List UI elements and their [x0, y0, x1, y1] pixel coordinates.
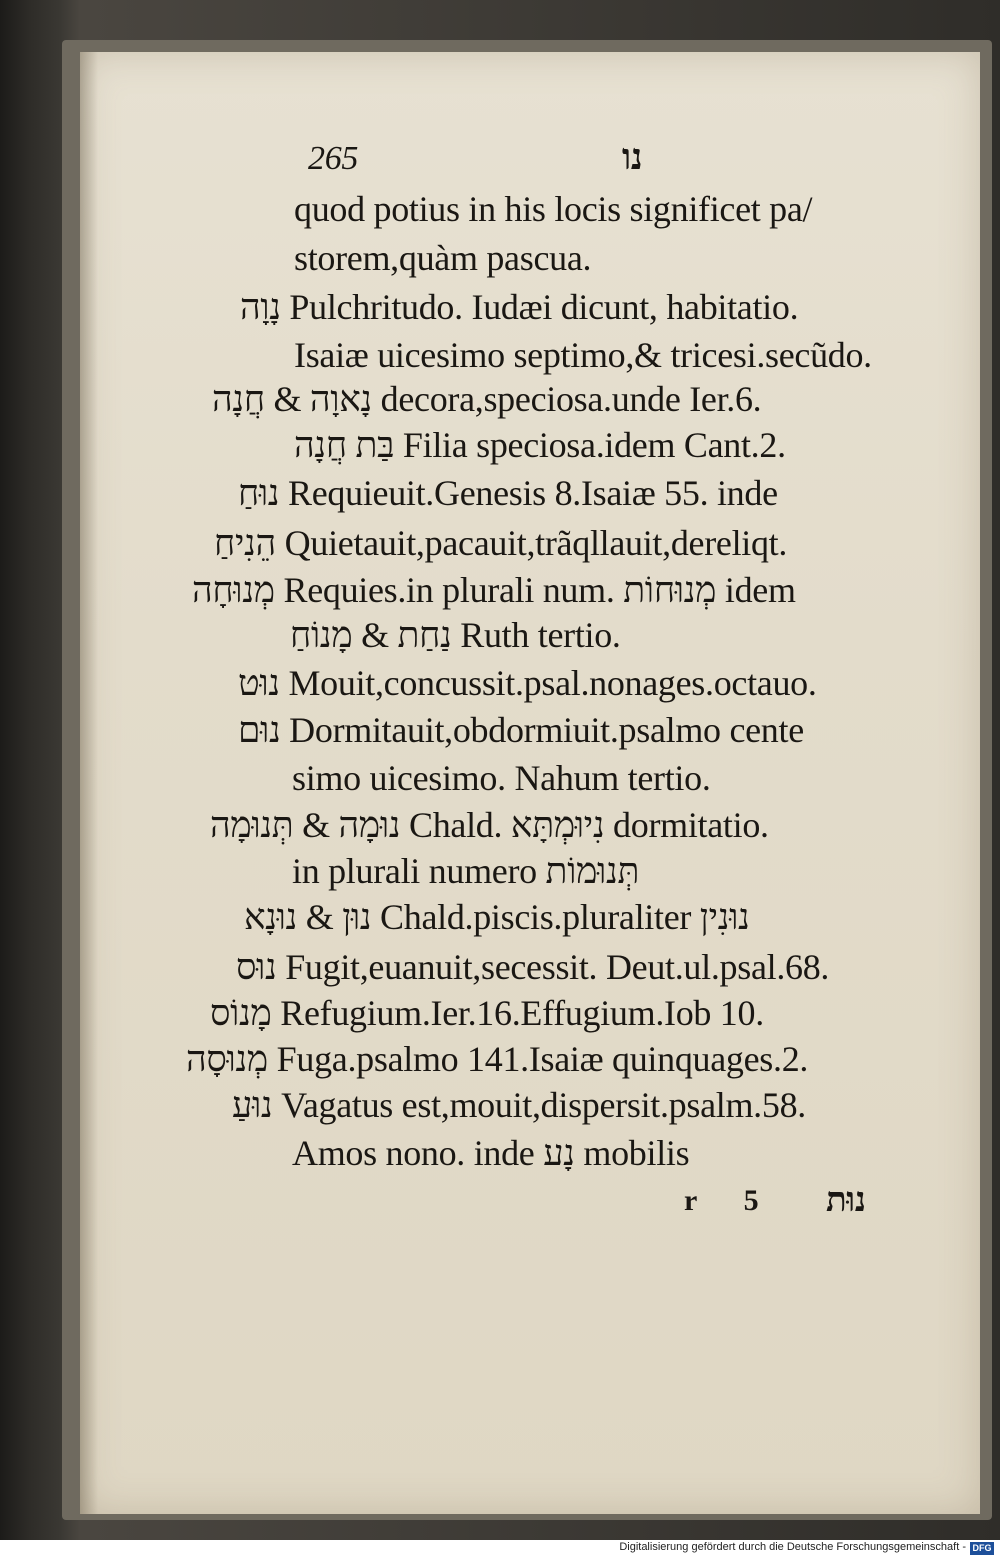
text-line: נָאוָה & חֲנָה decora,speciosa.unde Ier.6.	[212, 379, 762, 419]
text-line: הֵנִיחַ Quietauit,pacauit,trãqllauit,dereliqt.	[214, 523, 788, 563]
hebrew-folio: נו	[622, 136, 643, 178]
text-line: in plurali numero תְּנוּמוֹת	[292, 851, 640, 891]
catchword: נוּת	[826, 1180, 866, 1220]
text-line: נוּם Dormitauit,obdormiuit.psalmo cente	[238, 710, 804, 750]
text-line: נָוָה Pulchritudo. Iudæi dicunt, habitatio.	[240, 287, 799, 327]
page-number: 265	[308, 140, 359, 177]
text-line: quod potius in his locis significet pa/	[294, 189, 813, 229]
text-line: נַחַת & מָנוֹחַ Ruth tertio.	[290, 615, 621, 655]
text-line: Amos nono. inde נָע mobilis	[292, 1133, 690, 1173]
digitization-notice: Digitalisierung gefördert durch die Deutsche Forschungsgemeinschaft -	[619, 1541, 966, 1553]
text-line: נוּעַ Vagatus est,mouit,dispersit.psalm.58.	[232, 1085, 806, 1125]
text-line: נוּס Fugit,euanuit,secessit. Deut.ul.psal.68.	[236, 947, 830, 987]
text-line: נוּמָה & תְּנוּמָה Chald. נִיוּמְתָּא dormitatio.	[210, 805, 769, 845]
text-line: Isaiæ uicesimo septimo,& tricesi.secũdo.	[294, 335, 872, 375]
text-line: simo uicesimo. Nahum tertio.	[292, 758, 711, 798]
signature-mark: r 5	[684, 1184, 759, 1217]
text-line: מָנוֹס Refugium.Ier.16.Effugium.Iob 10.	[210, 993, 764, 1033]
text-line: בַּת חֲנָה Filia speciosa.idem Cant.2.	[294, 425, 786, 465]
text-line: נוּן & נוּנָא Chald.piscis.pluraliter נוּנִין	[244, 897, 750, 937]
gutter-shadow	[80, 52, 98, 1514]
text-line: נוּחַ Requieuit.Genesis 8.Isaiæ 55. inde	[238, 473, 778, 513]
text-line: מְנוּחָה Requies.in plurali num. מְנוּחוֹת idem	[192, 570, 796, 610]
dfg-logo: DFG	[970, 1542, 994, 1555]
text-line: מְנוּסָה Fuga.psalmo 141.Isaiæ quinquages.2.	[186, 1039, 809, 1079]
text-line: storem,quàm pascua.	[294, 238, 592, 278]
text-line: נוּט Mouit,concussit.psal.nonages.octauo.	[238, 663, 817, 703]
